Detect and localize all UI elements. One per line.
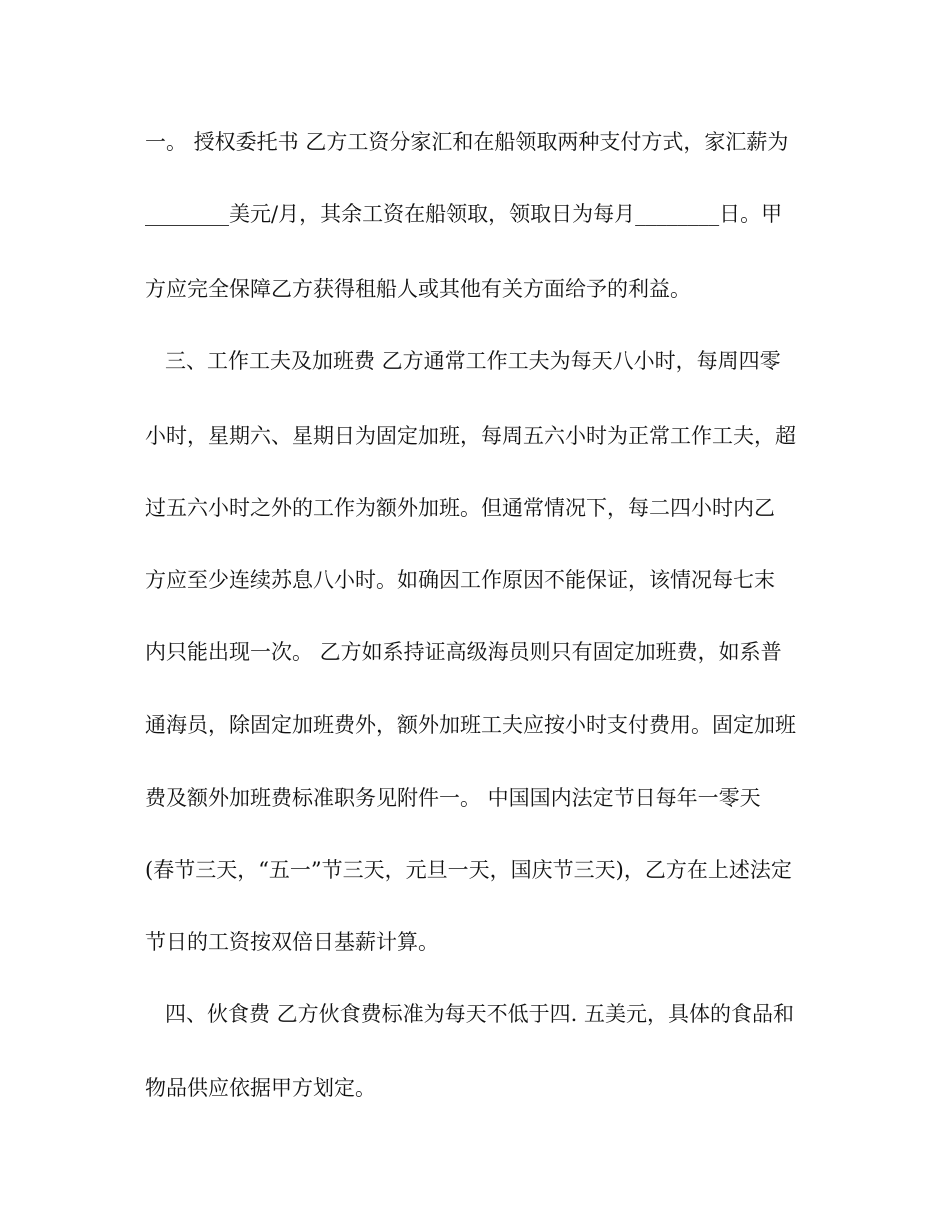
text-line-10: 费及额外加班费标准职务见附件一。 中国国内法定节日每年一零天 <box>145 786 761 810</box>
text-line-3: 方应完全保障乙方获得租船人或其他有关方面给予的利益。 <box>145 277 691 301</box>
text-line-12: 节日的工资按双倍日基薪计算。 <box>145 930 439 954</box>
text-line-8: 内只能出现一次。 乙方如系持证高级海员则只有固定加班费，如系普 <box>145 640 782 664</box>
text-line-7: 方应至少连续苏息八小时。如确因工作原因不能保证，该情况每七末 <box>145 568 775 592</box>
section-three-heading-line: 三、工作工夫及加班费 乙方通常工作工夫为每天八小时，每周四零 <box>165 349 781 373</box>
text-line-5: 小时，星期六、星期日为固定加班，每周五六小时为正常工作工夫，超 <box>145 424 796 448</box>
text-line-9: 通海员，除固定加班费外，额外加班工夫应按小时支付费用。固定加班 <box>145 713 796 737</box>
text-line-2: ________美元/月，其余工资在船领取，领取日为每月________日。甲 <box>145 202 783 226</box>
text-line-14: 物品供应依据甲方划定。 <box>145 1076 376 1100</box>
section-four-heading-line: 四、伙食费 乙方伙食费标准为每天不低于四. 五美元，具体的食品和 <box>165 1002 795 1026</box>
text-line-6: 过五六小时之外的工作为额外加班。但通常情况下，每二四小时内乙 <box>145 496 775 520</box>
text-line-1: 一。 授权委托书 乙方工资分家汇和在船领取两种支付方式，家汇薪为 <box>145 130 789 154</box>
text-line-11: (春节三天，“五一”节三天，元旦一天，国庆节三天)，乙方在上述法定 <box>145 858 792 882</box>
